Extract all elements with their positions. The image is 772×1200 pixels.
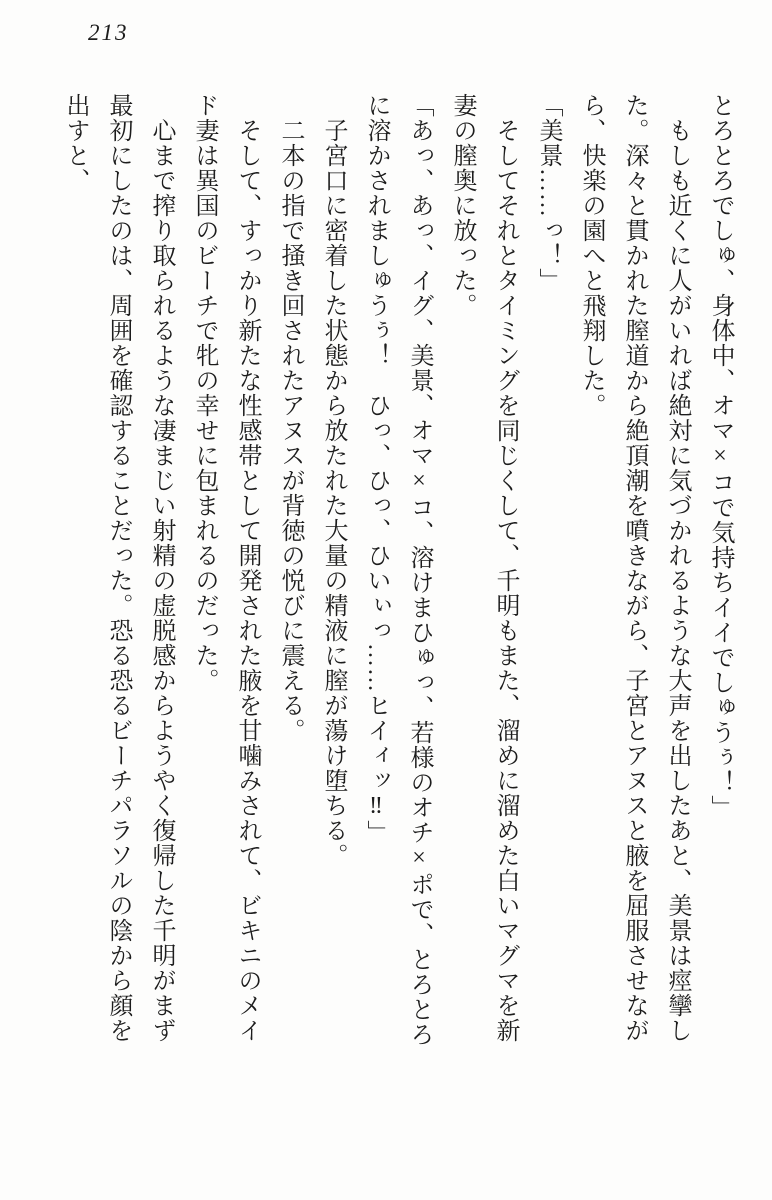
text-line: そして、すっかり新たな性感帯として開発された腋を甘噛みされて、ビキニのメイ [234, 93, 260, 1043]
text-line: 心まで搾り取られるような凄まじい射精の虚脱感からようやく復帰した千明がまず [148, 93, 174, 1043]
text-block [53, 93, 741, 1088]
text-line: 「あっ、あっ、イグ、美景、オマ×コ、溶けまひゅっ、若様のオチ×ポで、とろとろ [406, 93, 432, 1047]
text-line: 子宮口に密着した状態から放たれた大量の精液に膣が蕩け堕ちる。 [320, 93, 346, 868]
page-number: 213 [88, 20, 129, 45]
text-line: ド妻は異国のビーチで牝の幸せに包まれるのだった。 [191, 93, 217, 693]
text-line: た。深々と貫かれた膣道から絶頂潮を噴きながら、子宮とアヌスと腋を屈服させなが [621, 93, 647, 1043]
text-line: ら、快楽の園へと飛翔した。 [578, 93, 604, 418]
text-line: そしてそれとタイミングを同じくして、千明もまた、溜めに溜めた白いマグマを新 [492, 93, 518, 1043]
text-line: 妻の膣奥に放った。 [449, 93, 475, 318]
text-line: とろとろでしゅ、身体中、オマ×コで気持ちイイでしゅうぅ！」 [707, 93, 733, 820]
text-line: 「美景……っ！」 [535, 93, 561, 293]
text-line: もしも近くに人がいれば絶対に気づかれるような大声を出したあと、美景は痙攣し [664, 93, 690, 1043]
text-line: 出すと、 [62, 93, 88, 193]
text-line: 二本の指で掻き回されたアヌスが背徳の悦びに震える。 [277, 93, 303, 743]
text-line: 最初にしたのは、周囲を確認することだった。恐る恐るビーチパラソルの陰から顔を [105, 93, 131, 1043]
text-line: に溶かされましゅうぅ！ ひっ、ひっ、ひいぃっ……ヒイィッ‼」 [363, 93, 389, 845]
